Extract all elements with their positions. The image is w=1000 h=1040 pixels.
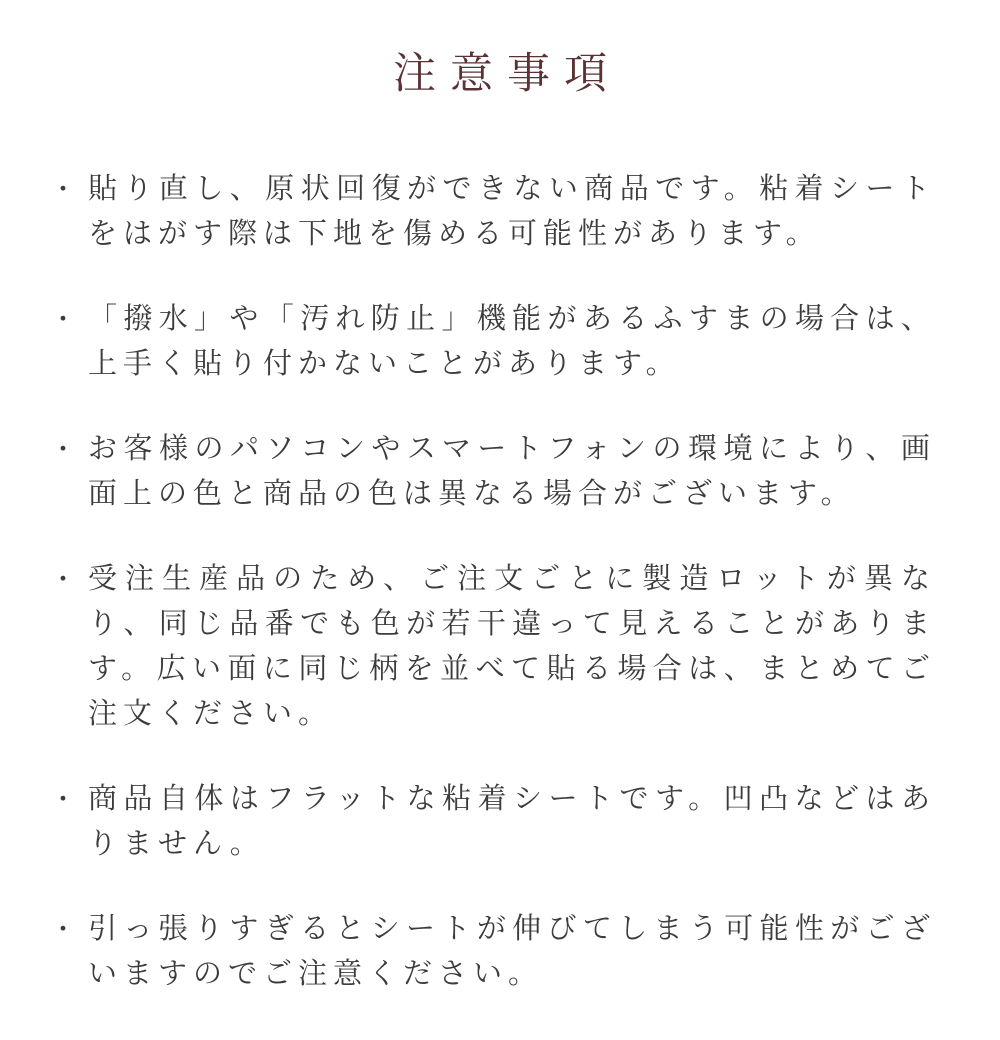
note-text: 貼り直し、原状回復ができない商品です。粘着シートをはがす際は下地を傷める可能性があります。 (88, 173, 936, 250)
note-text: 「撥水」や「汚れ防止」機能があるふすまの場合は、上手く貼り付かないことがあります。 (88, 303, 936, 380)
notes-list (50, 167, 936, 997)
bullet-icon: ・ (50, 174, 77, 204)
list-item (50, 427, 936, 517)
note-text: 引っ張りすぎるとシートが伸びてしまう可能性がございますのでご注意ください。 (88, 913, 936, 990)
note-text: 商品自体はフラットな粘着シートです。凹凸などはありません。 (88, 783, 936, 860)
note-text: 受注生産品のため、ご注文ごとに製造ロットが異なり、同じ品番でも色が若干違って見えることがあります。広い面に同じ柄を並べて貼る場合は、まとめてご注文ください。 (88, 563, 936, 730)
bullet-icon: ・ (50, 914, 77, 944)
bullet-icon: ・ (50, 784, 77, 814)
bullet-icon: ・ (50, 564, 77, 594)
precautions-page (0, 40, 1000, 1040)
page-title: 注意事項 (393, 50, 621, 98)
bullet-icon: ・ (50, 304, 77, 334)
list-item (50, 557, 936, 737)
list-item (50, 297, 936, 387)
list-item (50, 777, 936, 867)
bullet-icon: ・ (50, 434, 77, 464)
list-item (50, 907, 936, 997)
list-item (50, 167, 936, 257)
note-text: お客様のパソコンやスマートフォンの環境により、画面上の色と商品の色は異なる場合がございます。 (88, 433, 936, 510)
